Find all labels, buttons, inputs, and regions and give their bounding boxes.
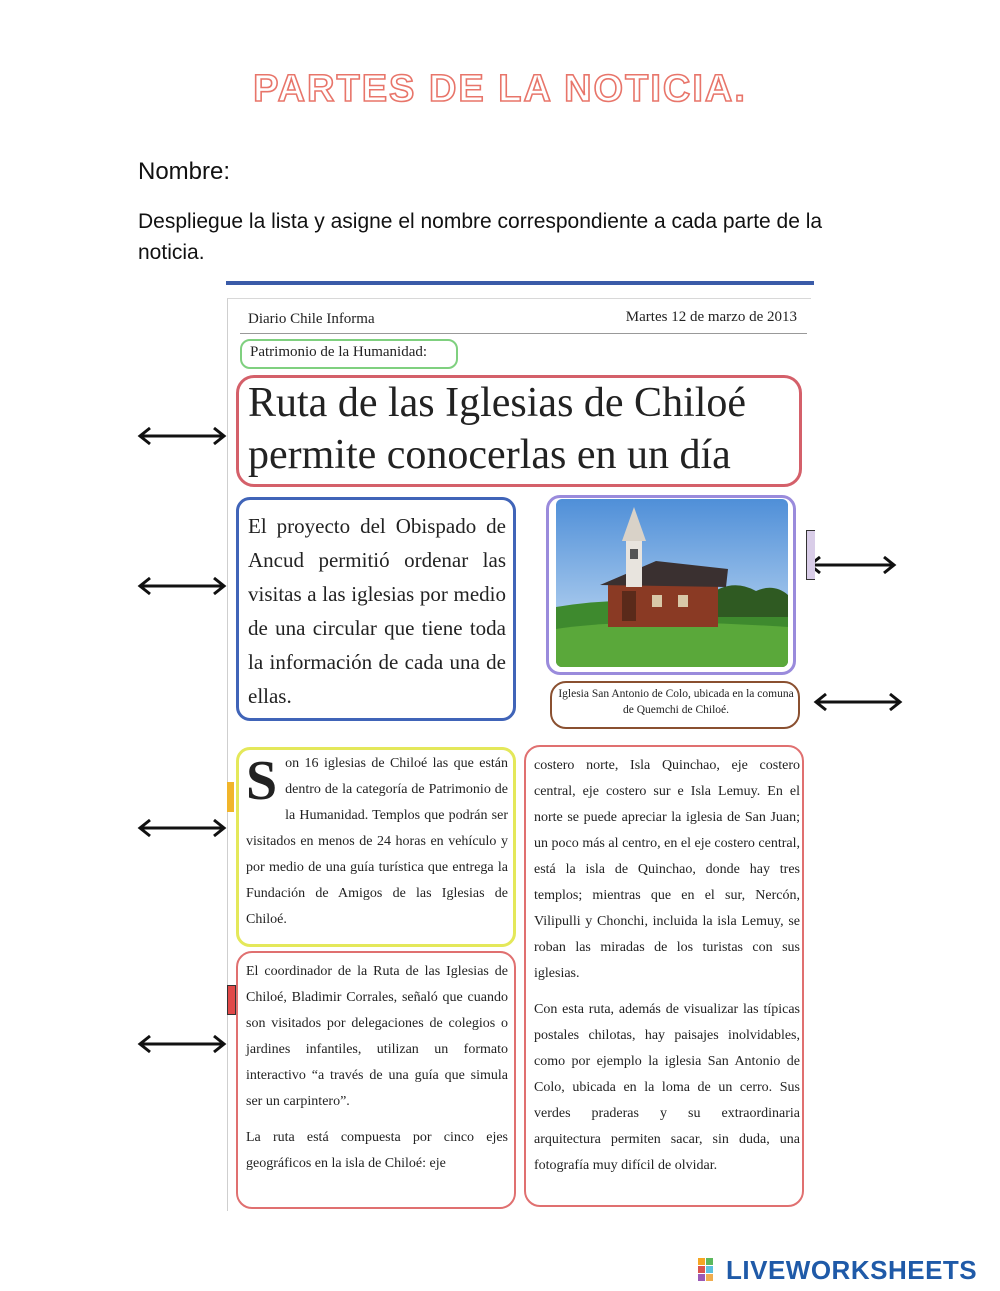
body3-paragraph-1: costero norte, Isla Quinchao, eje costero central, eje costero sur e Isla Lemuy. En el norte se puede apreciar la iglesia de San Juan; un poco más al centro, en el eje costero central, está la isla de Quinchao, donde hay tres templos; mientras que en el sur, Nercón, Vilipulli y Chonchi, incluida la isla Lemuy, se roban las miradas de los turistas con sus iglesias. — [534, 758, 800, 981]
logo-icon — [698, 1258, 722, 1282]
headline-text: Ruta de las Iglesias de Chiloé permite conocerlas en un día — [248, 380, 747, 478]
newspaper-date: Martes 12 de marzo de 2013 — [625, 309, 797, 325]
church-photo — [556, 499, 788, 667]
nombre-label: Nombre: — [138, 158, 231, 185]
body2-paragraph-2: La ruta está compuesta por cinco ejes geográficos en la isla de Chiloé: eje — [246, 1130, 508, 1171]
newspaper-name: Diario Chile Informa — [248, 311, 375, 327]
body1-text: on 16 iglesias de Chiloé las que están dentro de la categoría de Patrimonio de la Humanidad. Templos que podrán ser visitados en menos de 24 horas en vehículo y por medio de una guía turística que entrega la Fundación de Amigos de las Iglesias de Chiloé. — [246, 756, 508, 927]
double-arrow-icon — [136, 1032, 228, 1056]
worksheet-title: PARTES DE LA NOTICIA. — [253, 68, 747, 110]
masthead-rule — [240, 333, 807, 334]
body3-paragraph-2: Con esta ruta, además de visualizar las típicas postales chilotas, hay paisajes inolvidables, como por ejemplo la iglesia San Antonio de Colo, ubicada en la loma de un cerro. Sus verdes praderas y su extraordinaria arquitectura permiten sacar, sin duda, una fotografía muy difícil de olvidar. — [534, 1002, 800, 1173]
double-arrow-icon — [136, 574, 228, 598]
double-arrow-icon — [136, 424, 228, 448]
bracket-marker — [806, 530, 815, 580]
body2-paragraph-1: El coordinador de la Ruta de las Iglesias de Chiloé, Bladimir Corrales, señaló que cuando son visitados por delegaciones de colegios o jardines infantiles, utilizan un formato interactivo “a través de una guía que simula ser un carpintero”. — [246, 964, 508, 1109]
instructions-text: Despliegue la lista y asigne el nombre correspondiente a cada parte de la noticia. — [138, 210, 823, 264]
divider-bar — [226, 281, 814, 285]
double-arrow-icon — [136, 816, 228, 840]
photo-caption: Iglesia San Antonio de Colo, ubicada en la comuna de Quemchi de Chiloé. — [558, 688, 794, 716]
lead-text: El proyecto del Obispado de Ancud permitió ordenar las visitas a las iglesias por medio de una circular que tiene toda la información de cada una de ellas. — [248, 514, 506, 708]
newspaper-page — [227, 298, 811, 1211]
body-column-2 — [246, 959, 508, 1187]
antetitulo-text: Patrimonio de la Humanidad: — [250, 344, 428, 360]
body-column-1 — [246, 751, 508, 933]
logo-text: LIVEWORKSHEETS — [726, 1254, 978, 1285]
body-column-3 — [534, 753, 800, 1189]
double-arrow-icon — [812, 690, 904, 714]
double-arrow-icon — [806, 553, 898, 577]
liveworksheets-logo — [698, 1256, 977, 1284]
yellow-marker — [227, 782, 234, 812]
drop-cap: S — [246, 750, 278, 812]
red-marker — [227, 985, 236, 1015]
